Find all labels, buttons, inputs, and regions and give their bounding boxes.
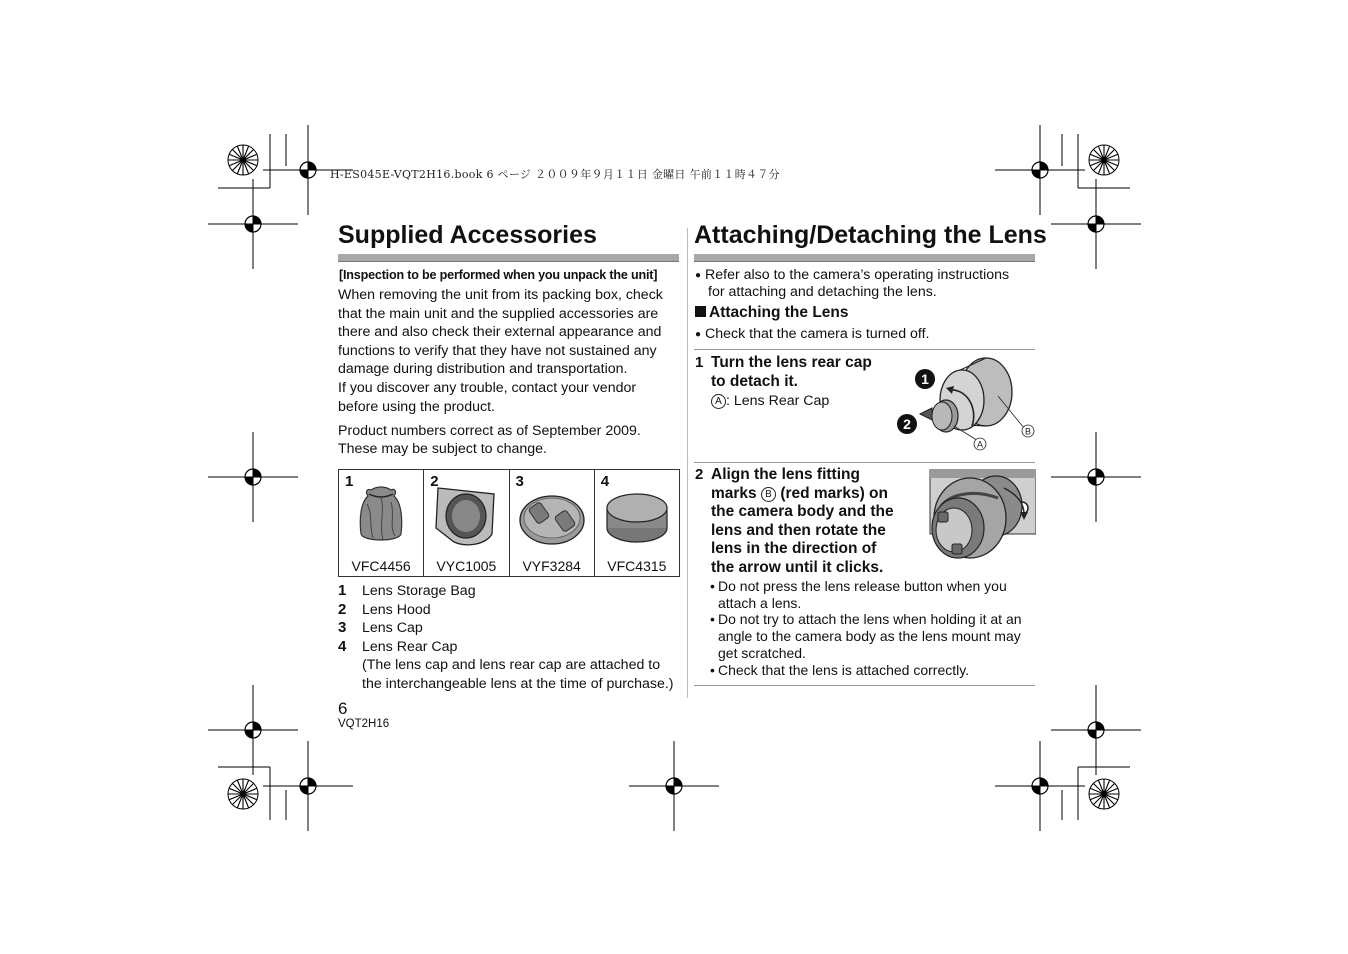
text-line: damage during distribution and transportation. (338, 361, 628, 378)
inspection-paragraph (338, 286, 683, 416)
text-line: Product numbers correct as of September 2009. (338, 423, 641, 439)
text-line: Do not press the lens release button when you (718, 578, 1007, 594)
rear-cap-illustration (894, 354, 1040, 454)
figure-label-b: B (1024, 426, 1032, 437)
step-1-title (711, 354, 872, 391)
text-line: These may be subject to change. (338, 440, 547, 457)
section-heading-label: Attaching the Lens (709, 304, 849, 321)
title-rule (694, 254, 1035, 262)
accessory-number: 2 (430, 473, 439, 490)
text-line: the camera body and the (711, 503, 894, 521)
list-item (338, 582, 476, 601)
circled-letter: B (761, 487, 776, 502)
text-line: Align the lens fitting (711, 466, 860, 483)
page-title-supplied-accessories: Supplied Accessories (338, 221, 597, 249)
lens-rear-cap-icon (595, 484, 679, 548)
list-number: 1 (338, 582, 347, 599)
bullet-icon: ● (695, 270, 702, 281)
circled-letter: A (711, 394, 726, 409)
text-line: lens and then rotate the (711, 521, 886, 539)
title-rule (338, 254, 679, 262)
purchase-note (362, 656, 692, 693)
step-number: 1 (695, 354, 704, 371)
page-title-attaching-lens: Attaching/Detaching the Lens (694, 221, 1047, 249)
text-line: the arrow until it clicks. (711, 558, 884, 576)
figure-label-1: 1 (921, 371, 929, 387)
list-label: Lens Storage Bag (362, 583, 476, 599)
divider (694, 349, 1035, 350)
crosshair-icon (1051, 179, 1141, 269)
accessory-code: VFC4456 (351, 558, 411, 574)
list-number: 4 (338, 638, 347, 655)
text-line: that the main unit and the supplied accessories are (338, 305, 659, 322)
text-line: attach a lens. (718, 594, 802, 611)
text-line: marks (711, 484, 757, 502)
text-line: Check that the lens is attached correctly. (718, 661, 970, 678)
list-label: Lens Cap (362, 620, 423, 636)
accessories-table (338, 469, 680, 577)
list-item (710, 578, 1040, 611)
step-2 (695, 466, 703, 484)
accessory-code: VFC4315 (607, 558, 667, 574)
square-bullet-icon (695, 306, 706, 317)
text-line: When removing the unit from its packing box, check (338, 287, 663, 303)
text-line: Do not try to attach the lens when holding it at an (718, 611, 1022, 628)
list-number: 3 (338, 619, 347, 636)
list-number: 2 (338, 601, 347, 618)
section-heading (695, 304, 849, 322)
bullet-icon: ● (695, 329, 702, 340)
accessory-cell (339, 470, 424, 577)
star-target-icon (1089, 145, 1119, 175)
text-line: get scratched. (718, 644, 806, 661)
accessory-code: VYF3284 (522, 558, 581, 574)
text-line: to detach it. (711, 372, 798, 390)
crosshair-icon (995, 125, 1085, 215)
product-note (338, 423, 683, 458)
star-target-icon (228, 779, 258, 809)
intro-paragraph (695, 267, 1040, 301)
text-line: Check that the camera is turned off. (705, 326, 930, 342)
text-line: If you discover any trouble, contact your vendor (338, 379, 637, 396)
doc-code: VQT2H16 (338, 718, 390, 730)
divider (694, 462, 1035, 463)
step-1-caption (711, 392, 829, 411)
inspection-heading: [Inspection to be performed when you unpack the unit] (339, 268, 658, 282)
lens-mounting-illustration (926, 468, 1036, 564)
text-line: (The lens cap and lens rear cap are attached to (362, 657, 661, 673)
bullet-icon: • (710, 578, 715, 594)
check-line (695, 325, 930, 345)
text-line: (red marks) on (780, 484, 888, 502)
column-divider (687, 228, 688, 698)
accessory-cell (509, 470, 594, 577)
crosshair-icon (208, 432, 298, 522)
bullet-icon: • (710, 611, 715, 628)
crosshair-icon (1051, 685, 1141, 775)
crosshair-icon (1051, 432, 1141, 522)
storage-bag-icon (339, 484, 423, 548)
crosshair-icon (995, 741, 1085, 831)
text-line: angle to the camera body as the lens mount may (718, 628, 1021, 645)
accessory-cell (424, 470, 509, 577)
accessory-number: 1 (345, 473, 354, 490)
text-line: the interchangeable lens at the time of purchase.) (362, 675, 674, 692)
text-line: before using the product. (338, 398, 495, 415)
figure-label-2: 2 (903, 416, 911, 432)
crosshair-icon (208, 685, 298, 775)
figure-label-a: A (976, 439, 984, 450)
list-item (338, 601, 431, 620)
text-line: functions to verify that they have not sustained any (338, 342, 657, 359)
crosshair-icon (208, 179, 298, 269)
lens-cap-icon (510, 484, 594, 548)
text-line: Refer also to the camera’s operating instructions (705, 267, 1010, 283)
step-1 (695, 354, 703, 372)
list-item (710, 611, 1040, 661)
list-item (338, 619, 423, 638)
accessory-cell (594, 470, 679, 577)
text-line: there and also check their external appearance and (338, 324, 662, 341)
page-number: 6 (338, 699, 348, 718)
bullet-icon: • (710, 661, 715, 678)
text-line: lens in the direction of (711, 540, 877, 558)
accessory-code: VYC1005 (436, 558, 497, 574)
star-target-icon (228, 145, 258, 175)
list-item (710, 662, 1040, 679)
caption-text: : Lens Rear Cap (726, 393, 830, 409)
list-label: Lens Hood (362, 602, 431, 618)
accessory-number: 4 (600, 473, 610, 490)
step-2-title (711, 466, 926, 578)
list-item (338, 638, 457, 657)
step-number: 2 (695, 466, 704, 483)
text-line: Turn the lens rear cap (711, 354, 872, 371)
text-line: for attaching and detaching the lens. (708, 284, 937, 300)
step-2-bullets (710, 578, 1040, 678)
lens-hood-icon (424, 484, 508, 548)
star-target-icon (1089, 779, 1119, 809)
accessory-number: 3 (515, 473, 524, 490)
list-label: Lens Rear Cap (362, 639, 458, 655)
crosshair-icon (629, 741, 719, 831)
crosshair-icon (263, 741, 353, 831)
print-header: H-ES045E-VQT2H16.book 6 ページ ２００９年９月１１日 金曜日 午前１１時４７分 (330, 168, 780, 181)
divider (694, 685, 1035, 686)
